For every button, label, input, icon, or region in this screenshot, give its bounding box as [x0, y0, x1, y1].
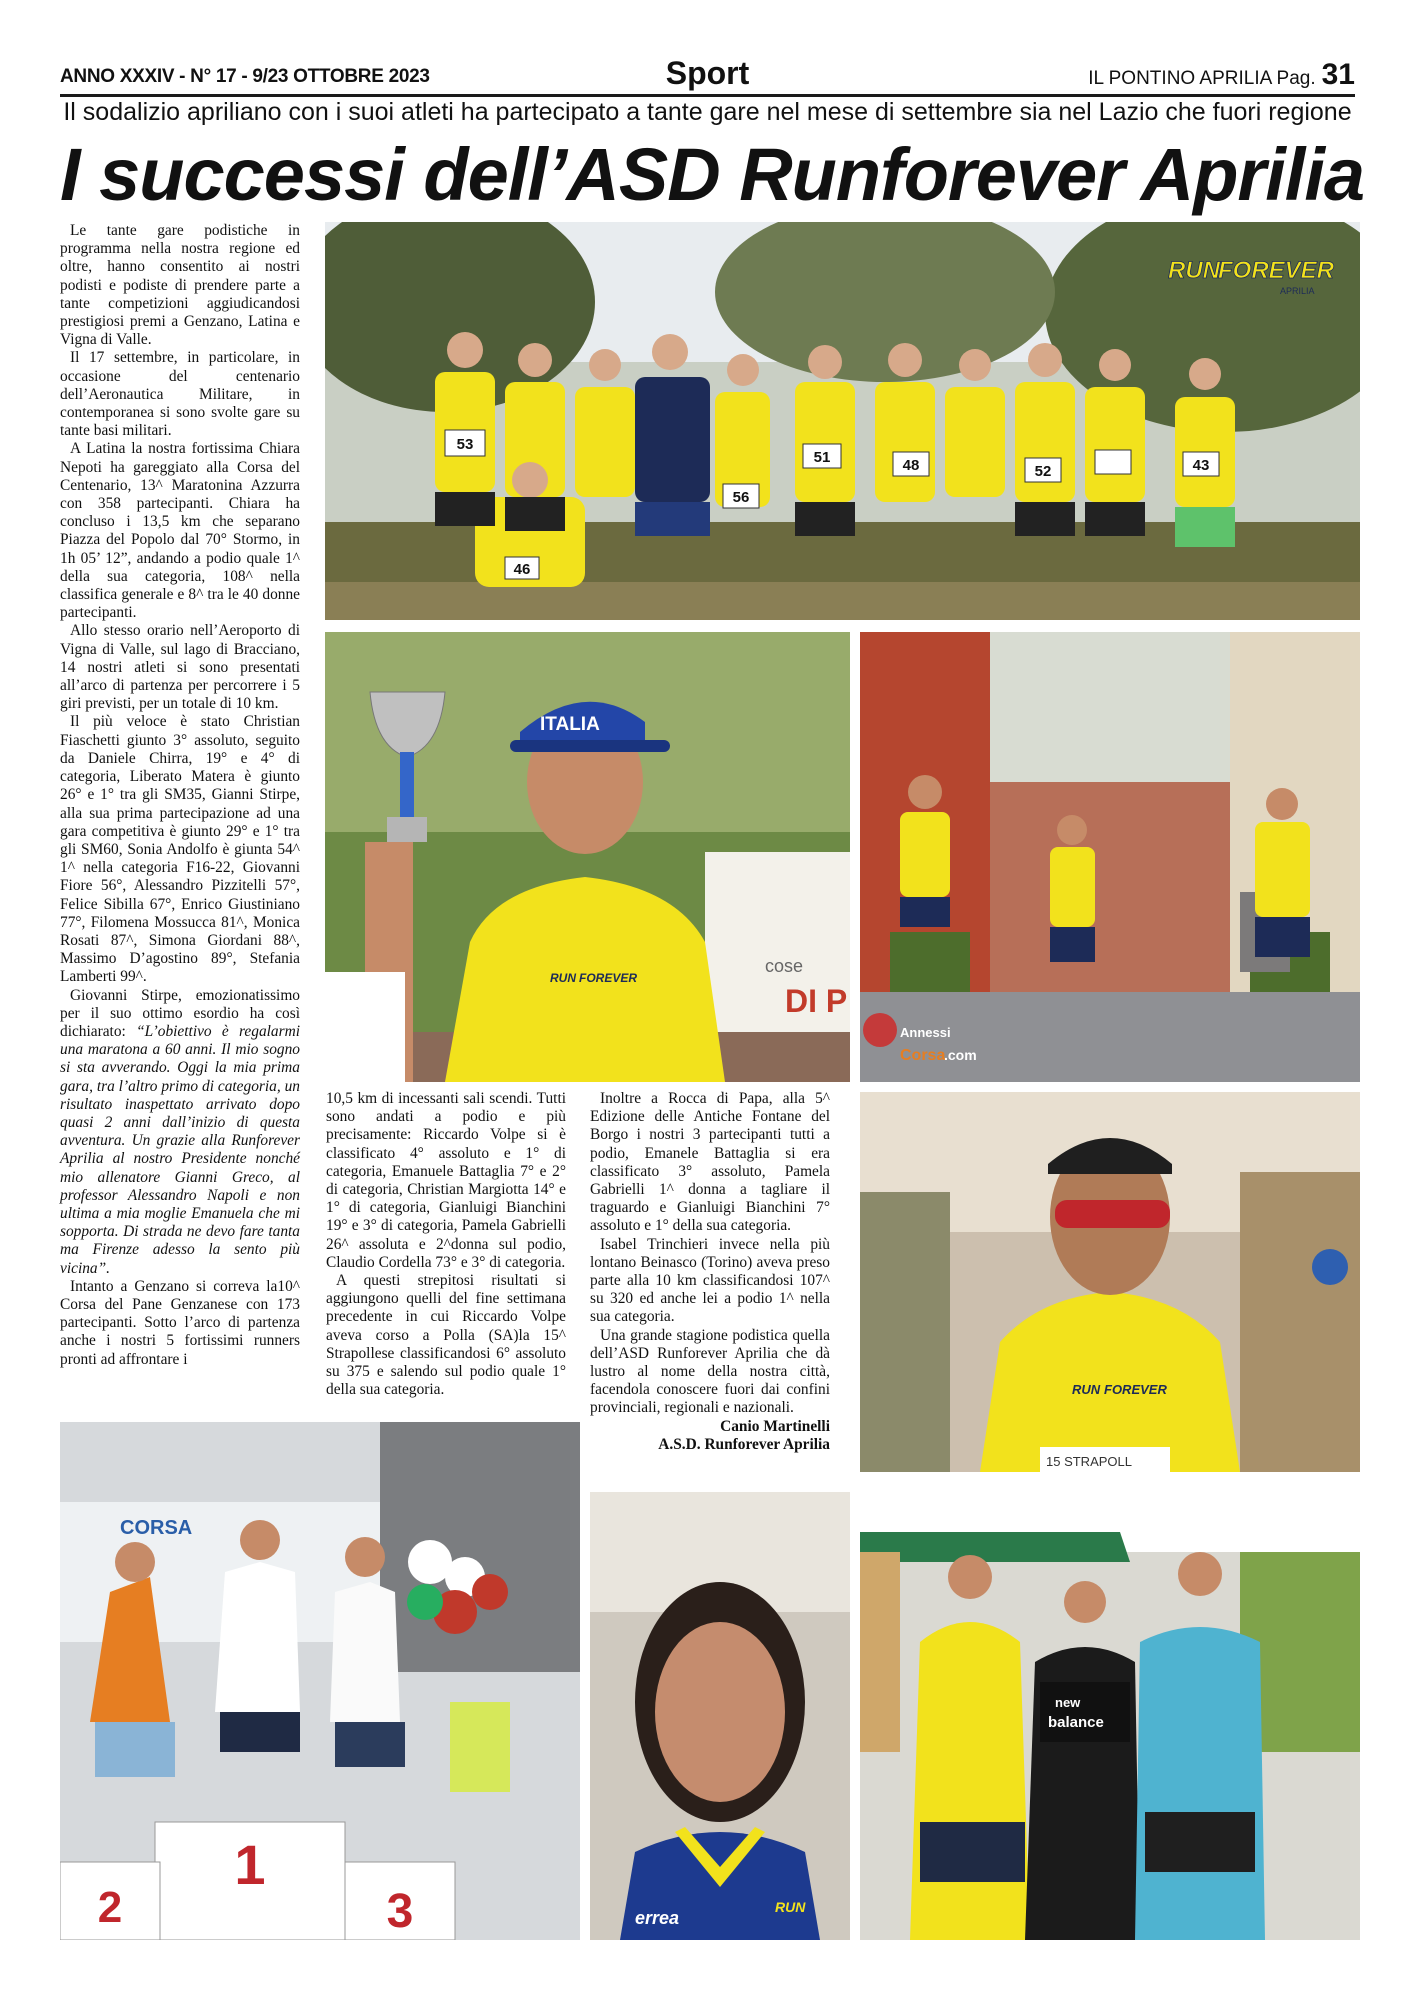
banner-text: CORSA	[120, 1517, 193, 1539]
bib-number: 56	[732, 489, 750, 506]
logo-run: RUN	[1168, 257, 1220, 284]
photo-podium	[60, 1422, 580, 1940]
shirt-brand: errea	[635, 1908, 680, 1928]
paragraph: Intanto a Genzano si correva la10^ Corsa del Pane Genzanese con 173 partecipanti. Sotto l’arco di partenza anche i nostri 5 fortissimi runners pronti ad affrontare i	[60, 1277, 300, 1368]
watermark: .com	[944, 1047, 977, 1063]
paragraph: Allo stesso orario nell’Aeroporto di Vigna di Valle, sul lago di Bracciano, 14 nostri atleti si sono presentati all’arco di partenza per percorrere i 5 giri previsti, per un totale di 10 km.	[60, 622, 300, 713]
article-column-3	[590, 1090, 830, 1454]
section-title: Sport	[665, 55, 750, 91]
bra-text: new	[1055, 1695, 1081, 1710]
podium-step: 2	[97, 1883, 123, 1932]
watermark: Corsa	[900, 1047, 946, 1064]
bib-number: 53	[456, 436, 474, 453]
article-column-2	[326, 1090, 566, 1399]
shirt-forever: FOREVER	[579, 971, 638, 985]
podium-step: 1	[234, 1833, 266, 1896]
paragraph: Isabel Trinchieri invece nella più lontano Beinasco (Torino) aveva preso parte alla 10 km classificandosi 107^ su 320 ed anche lei a podio 1^ nella sua categoria.	[590, 1235, 830, 1326]
issue-info: ANNO XXXIV - N° 17 - 9/23 OTTOBRE 2023	[60, 66, 430, 87]
paragraph: Le tante gare podistiche in programma nella nostra regione ed oltre, hanno consentito ai nostri podisti e podiste di prendere parte a tante competizioni aggiudicandosi prestigiosi premi a Genzano, Latina e Vigna di Valle.	[60, 222, 300, 349]
watermark: Annessi	[900, 1025, 951, 1040]
paragraph: Inoltre a Rocca di Papa, alla 5^ Edizione delle Antiche Fontane del Borgo i nostri 3 partecipanti tutti a podio, Emanele Battaglia si era classificato 3° assoluto, Pamela Gabrielli 1^ donna a tagliare il traguardo e Gianluigi Bianchini 7° assoluto e 1° della sua categoria.	[590, 1090, 830, 1235]
logo-forever: FOREVER	[1218, 257, 1335, 284]
masthead	[60, 55, 1355, 97]
photo-trophy-runner	[325, 632, 850, 1082]
bib-number: 51	[813, 449, 831, 466]
photo-woman-portrait	[590, 1492, 850, 1940]
paper-info	[1088, 58, 1355, 92]
shirt-run: RUN	[1072, 1382, 1101, 1397]
photo-group-runners	[325, 222, 1360, 620]
bib-text: 15 STRAPOLL	[1046, 1454, 1132, 1469]
page-label: Pag.	[1276, 68, 1316, 89]
organization: A.S.D. Runforever Aprilia	[658, 1435, 830, 1453]
paper-name: IL PONTINO APRILIA	[1088, 68, 1272, 89]
article-column-1	[60, 222, 300, 1369]
paragraph: Il più veloce è stato Christian Fiaschetti giunto 3° assoluto, seguito da Daniele Chirra, 19° e 4° di categoria, Liberato Matera è giunto 26° e 1° tra gli SM35, Gianni Stirpe, alla sua prima partecipazione ad una gara competitiva è giunto 29° e 1° tra gli SM60, Sonia Andolfo è giunta 54^ 1^ nella categoria F16-22, Giovanni Fiore 56°, Alessandro Pizzitelli 57°, Felice Sibilla 67°, Enrico Giustiniano 77°, Filomena Mossucca 81^, Monica Rosati 87^, Simona Giordani 88^, Massimo D’agostino 89°, Stefania Lamberti 99^.	[60, 713, 300, 986]
paragraph	[60, 987, 300, 1278]
photo-street-race	[860, 632, 1360, 1082]
logo-sub: APRILIA	[1280, 286, 1315, 296]
paragraph: A Latina la nostra fortissima Chiara Nepoti ha gareggiato alla Corsa del Centenario, 13^ Maratonina Azzurra con 358 partecipanti. Chiara ha concluso i 13,5 km che separano Piazza del Popolo dal 70° Stormo, in 1h 05’ 12”, andando a podio quale 1^ della sua categoria, 108^ nella classifica generale e 8^ tra le 40 donne partecipanti.	[60, 440, 300, 622]
paragraph: Il 17 settembre, in particolare, in occasione del centenario dell’Aeronautica Militare, in contemporanea si sono svolte gare su tante basi militari.	[60, 349, 300, 440]
banner-text: cose	[765, 956, 804, 976]
subheadline: Il sodalizio apriliano con i suoi atleti ha partecipato a tante gare nel mese di settembre sia nel Lazio che fuori regione	[63, 98, 1352, 126]
photo-runner-portrait	[860, 1092, 1360, 1472]
bib-number: 43	[1192, 457, 1210, 474]
paragraph: Una grande stagione podistica quella dell’ASD Runforever Aprilia che dà lustro al nome della nostra città, facendola conoscere fuori dai confini provinciali, regionali e nazionali.	[590, 1326, 830, 1417]
shirt-logo: RUN	[775, 1899, 806, 1915]
bib-number: 48	[902, 457, 920, 474]
photo-women-podium	[860, 1492, 1360, 1940]
cap-text: ITALIA	[540, 714, 600, 735]
quote-intro: Giovanni Stirpe, emozionatissimo per il suo ottimo esordio ha così dichiarato:	[60, 986, 300, 1040]
banner-text: DI P	[785, 983, 848, 1019]
shirt-forever: FOREVER	[1104, 1382, 1167, 1397]
author: Canio Martinelli	[720, 1417, 830, 1435]
headline: I successi dell’ASD Runforever Aprilia	[60, 133, 1365, 216]
quote: “L’obiettivo è regalarmi una maratona a 60 anni. Il mio sogno si sta avverando. Oggi la mia prima gara, tra l’altro primo di categoria, un risultato inaspettato arrivato dopo quasi 2 anni dall’inizio di questa avventura. Un grazie alla Runforever Aprilia al nostro Presidente nonché mio allenatore Gianni Greco, al professor Alessandro Napoli e non ultima a mia moglie Emanuela che mi sopporta. Di strada ne devo fare tanta ma Firenze adesso la sento più vicina”.	[60, 1022, 300, 1277]
shirt-run: RUN	[550, 971, 576, 985]
bib-number: 52	[1034, 463, 1052, 480]
bra-text: balance	[1048, 1714, 1104, 1731]
page-number: 31	[1321, 58, 1355, 91]
bib-number: 46	[513, 561, 531, 578]
paragraph: 10,5 km di incessanti sali scendi. Tutti sono andati a podio e più precisamente: Riccardo Volpe si è classificato 4° assoluto e 1° di categoria, Emanuele Battaglia 7° e 2° di categoria, Christian Margiotta 14° e 1° di categoria, Gianluigi Bianchini 19° e 3° di categoria, Pamela Gabrielli 26^ assoluta e 2^donna sul podio, Claudio Cordella 73° e 3° di categoria.	[326, 1090, 566, 1271]
paragraph: A questi strepitosi risultati si aggiungono quelli del fine settimana precedente in cui Riccardo Volpe aveva corso a Polla (SA)la 15^ Strapollese classificandosi 6° assoluto su 375 e salendo sul podio quale 1° della sua categoria.	[326, 1272, 566, 1399]
podium-step: 3	[386, 1885, 414, 1938]
